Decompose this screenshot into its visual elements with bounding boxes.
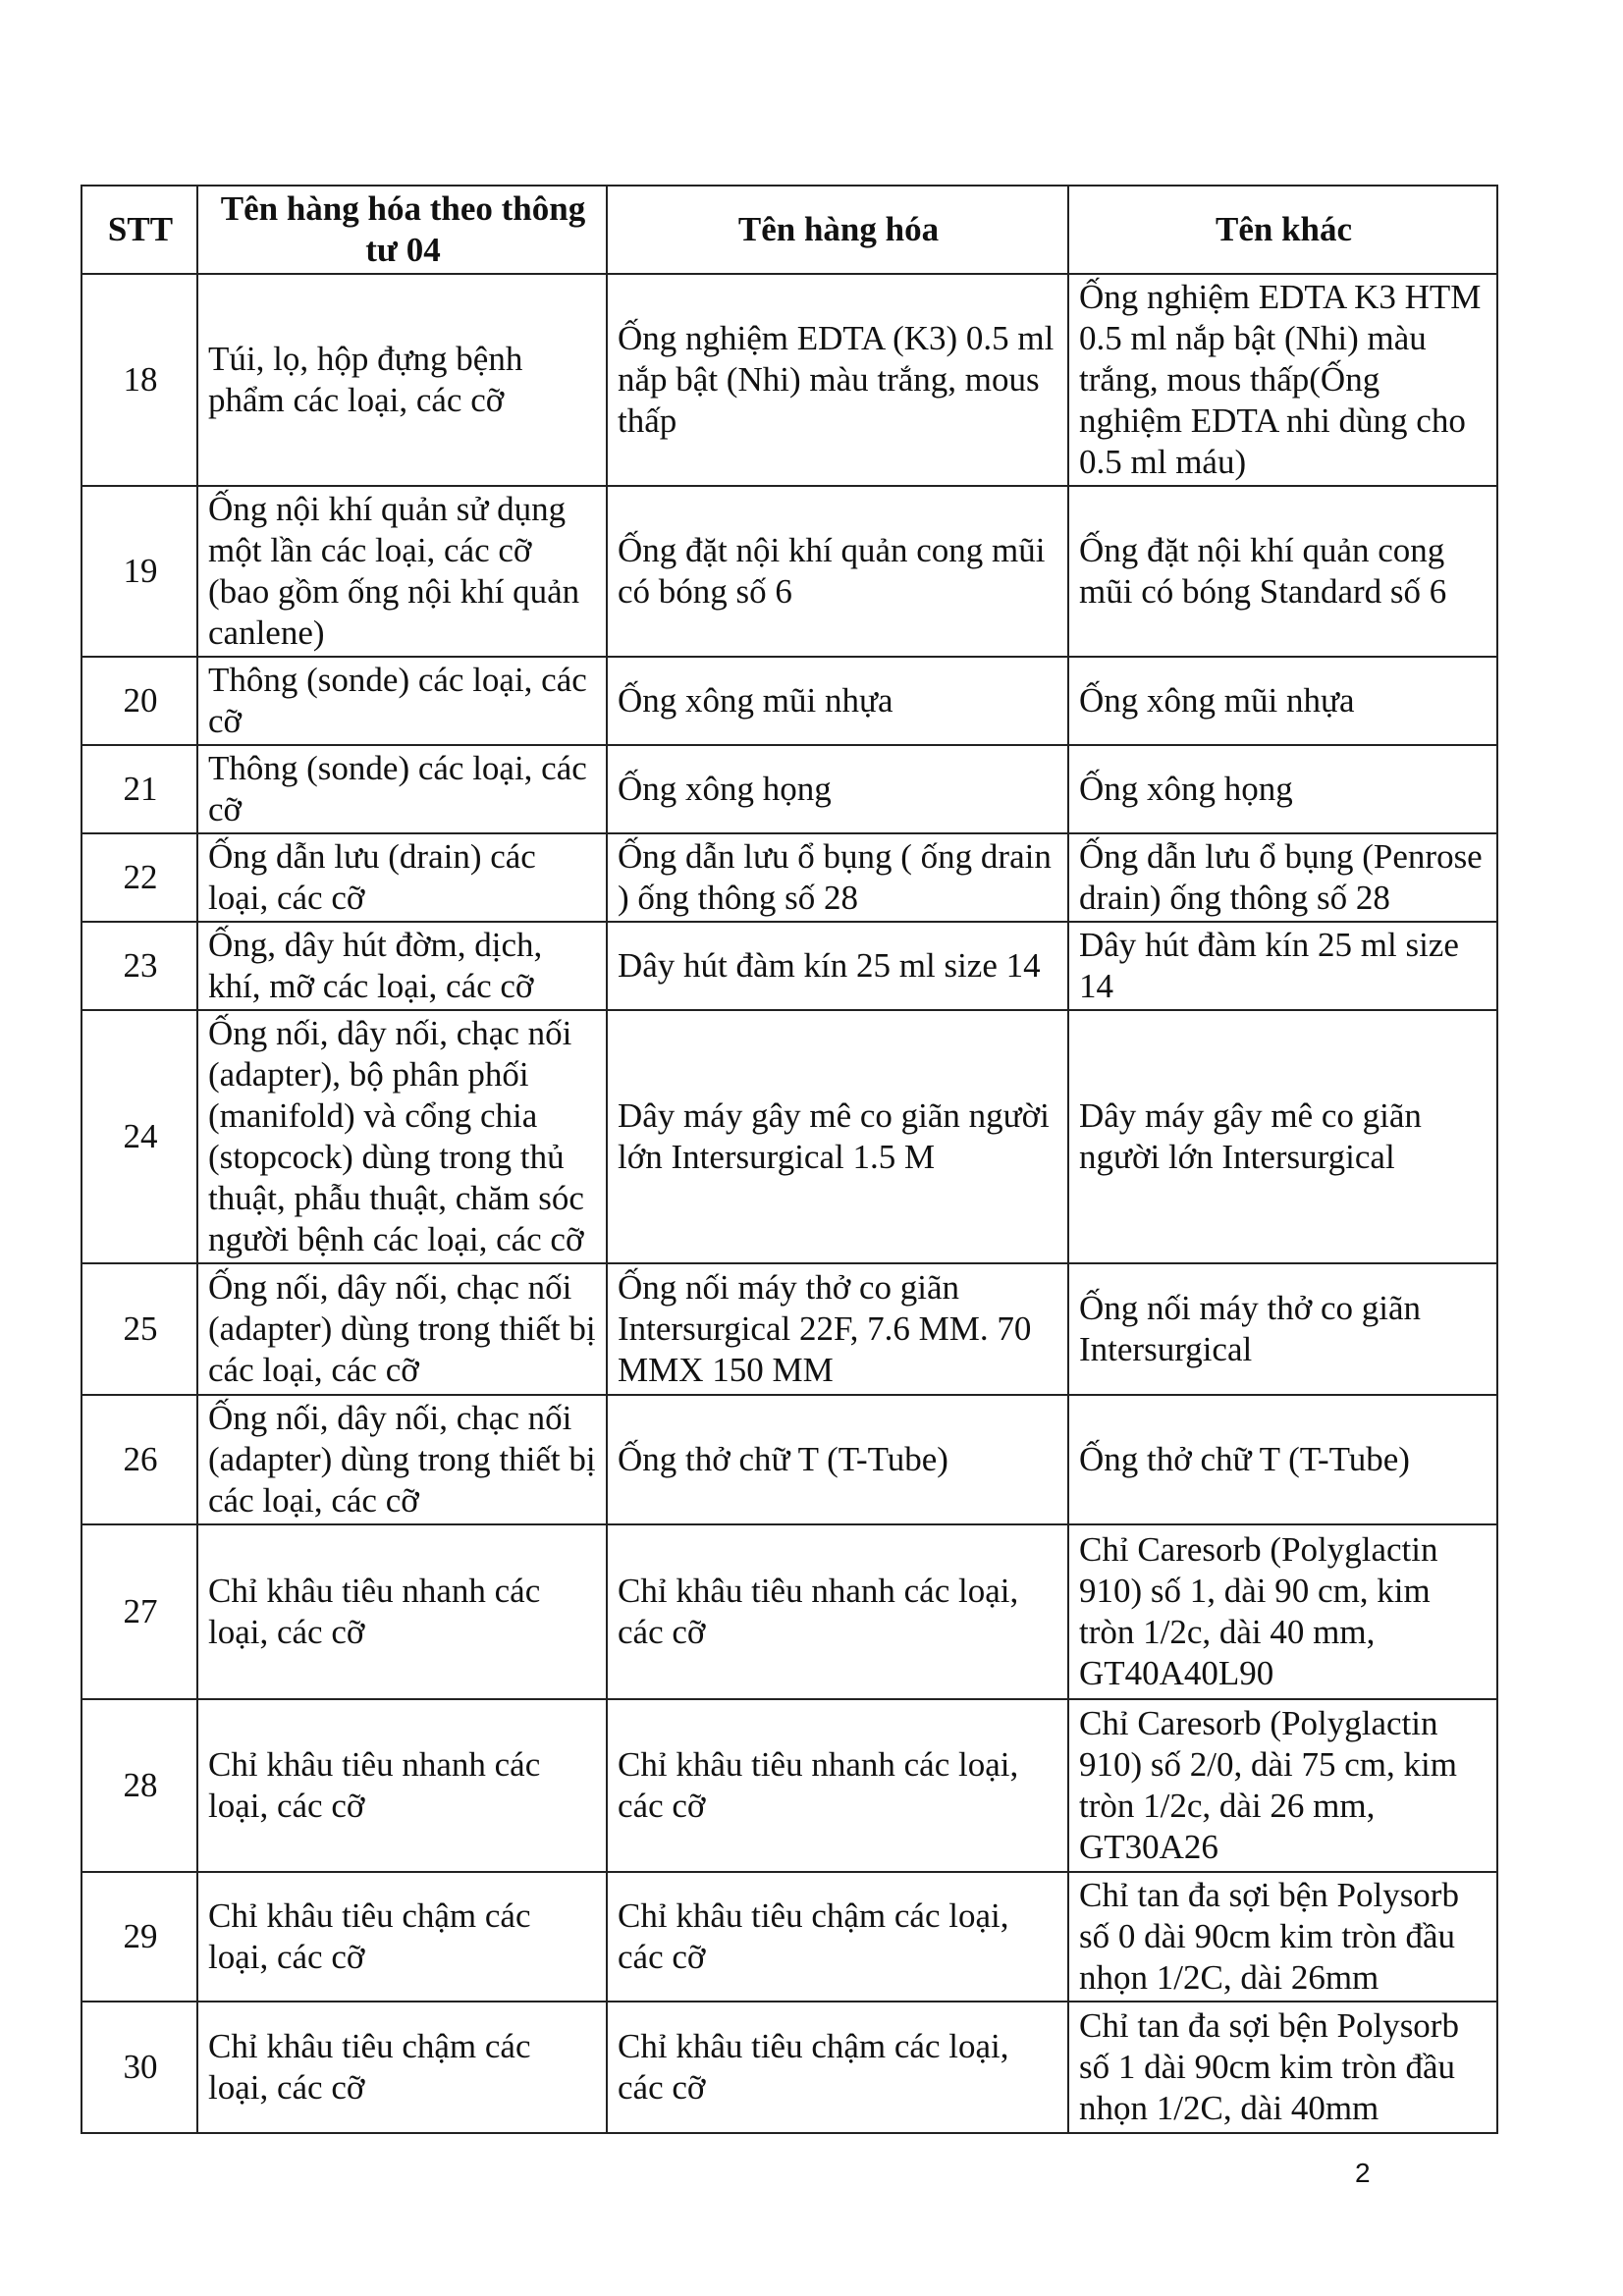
row-circular-name: Ống dẫn lưu (drain) các loại, các cỡ xyxy=(197,833,607,922)
row-product-name: Ống thở chữ T (T-Tube) xyxy=(607,1395,1068,1524)
row-other-name: Chỉ Caresorb (Polyglactin 910) số 1, dài 90 cm, kim tròn 1/2c, dài 40 mm, GT40A40L90 xyxy=(1068,1524,1497,1699)
row-product-name: Dây hút đàm kín 25 ml size 14 xyxy=(607,922,1068,1010)
table-header xyxy=(81,186,1497,274)
row-other-name: Chỉ Caresorb (Polyglactin 910) số 2/0, dài 75 cm, kim tròn 1/2c, dài 26 mm, GT30A26 xyxy=(1068,1699,1497,1872)
row-stt: 28 xyxy=(81,1699,197,1872)
table-row xyxy=(81,657,1497,745)
row-other-name: Ống xông mũi nhựa xyxy=(1068,657,1497,745)
table-row xyxy=(81,1872,1497,2002)
table-row xyxy=(81,922,1497,1010)
row-stt: 29 xyxy=(81,1872,197,2002)
row-other-name: Dây hút đàm kín 25 ml size 14 xyxy=(1068,922,1497,1010)
row-product-name: Ống dẫn lưu ổ bụng ( ống drain ) ống thông số 28 xyxy=(607,833,1068,922)
row-other-name: Ống nghiệm EDTA K3 HTM 0.5 ml nắp bật (Nhi) màu trắng, mous thấp(Ống nghiệm EDTA nhi dùng cho 0.5 ml máu) xyxy=(1068,274,1497,486)
row-circular-name: Thông (sonde) các loại, các cỡ xyxy=(197,745,607,833)
row-product-name: Ống nghiệm EDTA (K3) 0.5 ml nắp bật (Nhi) màu trắng, mous thấp xyxy=(607,274,1068,486)
table-row xyxy=(81,486,1497,657)
row-product-name: Chỉ khâu tiêu chậm các loại, các cỡ xyxy=(607,1872,1068,2002)
row-circular-name: Ống nối, dây nối, chạc nối (adapter), bộ phân phối (manifold) và cổng chia (stopcock) dùng trong thủ thuật, phẫu thuật, chăm sóc người bệnh các loại, các cỡ xyxy=(197,1010,607,1263)
row-circular-name: Ống nối, dây nối, chạc nối (adapter) dùng trong thiết bị các loại, các cỡ xyxy=(197,1263,607,1395)
product-table xyxy=(81,185,1498,2134)
table-row xyxy=(81,1395,1497,1524)
row-product-name: Ống nối máy thở co giãn Intersurgical 22F, 7.6 MM. 70 MMX 150 MM xyxy=(607,1263,1068,1395)
table-row xyxy=(81,2002,1497,2133)
table-row xyxy=(81,745,1497,833)
row-stt: 18 xyxy=(81,274,197,486)
row-circular-name: Chỉ khâu tiêu chậm các loại, các cỡ xyxy=(197,1872,607,2002)
row-circular-name: Chỉ khâu tiêu nhanh các loại, các cỡ xyxy=(197,1699,607,1872)
row-product-name: Ống xông mũi nhựa xyxy=(607,657,1068,745)
header-circular-name: Tên hàng hóa theo thông tư 04 xyxy=(197,186,607,274)
header-stt: STT xyxy=(81,186,197,274)
row-stt: 27 xyxy=(81,1524,197,1699)
table-row xyxy=(81,1524,1497,1699)
row-product-name: Dây máy gây mê co giãn người lớn Intersurgical 1.5 M xyxy=(607,1010,1068,1263)
row-other-name: Chỉ tan đa sợi bện Polysorb số 1 dài 90cm kim tròn đầu nhọn 1/2C, dài 40mm xyxy=(1068,2002,1497,2133)
row-stt: 20 xyxy=(81,657,197,745)
row-other-name: Dây máy gây mê co giãn người lớn Intersurgical xyxy=(1068,1010,1497,1263)
table-row xyxy=(81,1010,1497,1263)
row-product-name: Ống xông họng xyxy=(607,745,1068,833)
row-product-name: Chỉ khâu tiêu chậm các loại, các cỡ xyxy=(607,2002,1068,2133)
row-circular-name: Ống, dây hút đờm, dịch, khí, mỡ các loại, các cỡ xyxy=(197,922,607,1010)
row-product-name: Ống đặt nội khí quản cong mũi có bóng số 6 xyxy=(607,486,1068,657)
row-stt: 24 xyxy=(81,1010,197,1263)
table-row xyxy=(81,833,1497,922)
header-product-name: Tên hàng hóa xyxy=(607,186,1068,274)
row-stt: 21 xyxy=(81,745,197,833)
row-circular-name: Thông (sonde) các loại, các cỡ xyxy=(197,657,607,745)
table-body xyxy=(81,274,1497,2133)
row-stt: 23 xyxy=(81,922,197,1010)
header-other-name: Tên khác xyxy=(1068,186,1497,274)
page-number: 2 xyxy=(1355,2158,1371,2188)
row-circular-name: Túi, lọ, hộp đựng bệnh phẩm các loại, các cỡ xyxy=(197,274,607,486)
row-product-name: Chỉ khâu tiêu nhanh các loại, các cỡ xyxy=(607,1699,1068,1872)
header-row xyxy=(81,186,1497,274)
row-stt: 22 xyxy=(81,833,197,922)
row-circular-name: Ống nội khí quản sử dụng một lần các loại, các cỡ (bao gồm ống nội khí quản canlene) xyxy=(197,486,607,657)
row-other-name: Chỉ tan đa sợi bện Polysorb số 0 dài 90cm kim tròn đầu nhọn 1/2C, dài 26mm xyxy=(1068,1872,1497,2002)
row-stt: 25 xyxy=(81,1263,197,1395)
table-row xyxy=(81,1263,1497,1395)
row-circular-name: Ống nối, dây nối, chạc nối (adapter) dùng trong thiết bị các loại, các cỡ xyxy=(197,1395,607,1524)
row-circular-name: Chỉ khâu tiêu nhanh các loại, các cỡ xyxy=(197,1524,607,1699)
row-circular-name: Chỉ khâu tiêu chậm các loại, các cỡ xyxy=(197,2002,607,2133)
row-stt: 30 xyxy=(81,2002,197,2133)
table-row xyxy=(81,274,1497,486)
row-stt: 26 xyxy=(81,1395,197,1524)
row-other-name: Ống xông họng xyxy=(1068,745,1497,833)
row-other-name: Ống dẫn lưu ổ bụng (Penrose drain) ống thông số 28 xyxy=(1068,833,1497,922)
row-other-name: Ống đặt nội khí quản cong mũi có bóng Standard số 6 xyxy=(1068,486,1497,657)
table-row xyxy=(81,1699,1497,1872)
row-product-name: Chỉ khâu tiêu nhanh các loại, các cỡ xyxy=(607,1524,1068,1699)
row-stt: 19 xyxy=(81,486,197,657)
row-other-name: Ống thở chữ T (T-Tube) xyxy=(1068,1395,1497,1524)
row-other-name: Ống nối máy thở co giãn Intersurgical xyxy=(1068,1263,1497,1395)
